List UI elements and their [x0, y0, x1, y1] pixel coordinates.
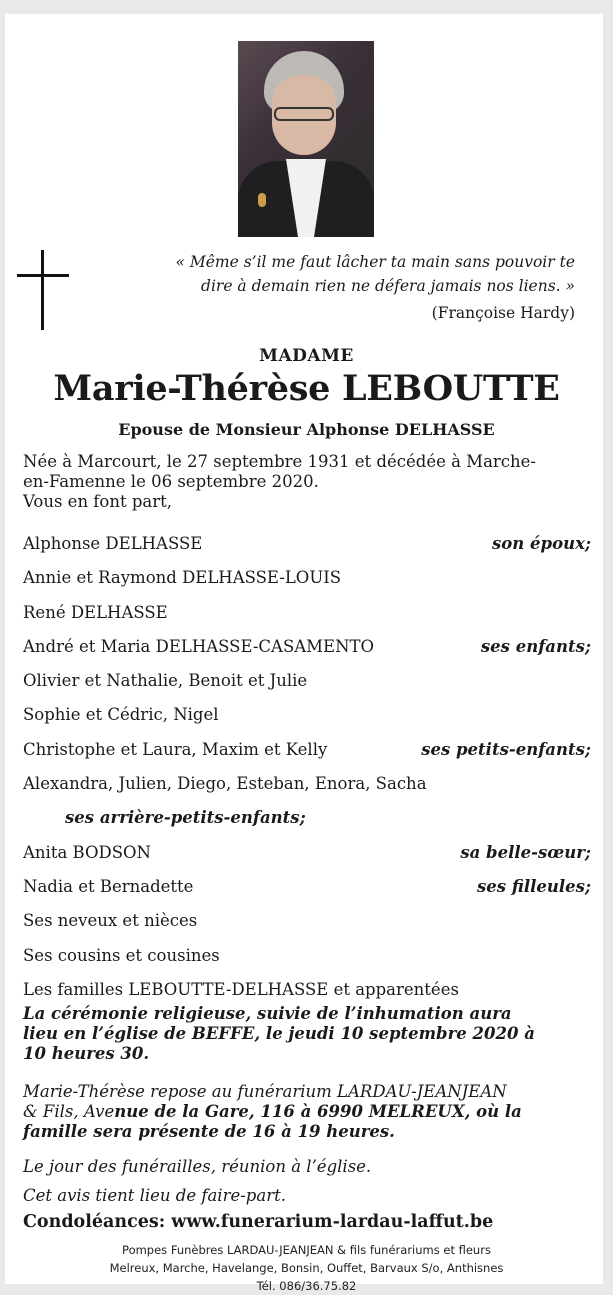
- family-name: Christophe et Laura, Maxim et Kelly: [23, 739, 328, 759]
- family-row: [23, 671, 591, 705]
- birth-death-text: [23, 452, 583, 512]
- family-name: Alphonse DELHASSE: [23, 534, 203, 553]
- family-list: [23, 534, 591, 1014]
- family-name: Ses neveux et nièces: [23, 911, 198, 931]
- text-line: [23, 1102, 578, 1122]
- family-relation: son époux;: [492, 534, 591, 553]
- text-line: en-Famenne le 06 septembre 2020.: [23, 472, 319, 491]
- family-row: [23, 568, 591, 602]
- text-line: Marie-Thérèse repose au funérarium LARDAU-JEANJEAN: [23, 1082, 507, 1101]
- family-relation: ses arrière-petits-enfants;: [65, 808, 306, 828]
- footer-phone: Tél. 086/36.75.82: [256, 1279, 357, 1293]
- family-name: Alexandra, Julien, Diego, Esteban, Enora, Sacha: [23, 774, 427, 794]
- portrait-photo: [238, 41, 374, 237]
- text-fragment: & Fils, Ave: [23, 1102, 115, 1121]
- spouse-line: Epouse de Monsieur Alphonse DELHASSE: [118, 420, 495, 439]
- notice-note: Cet avis tient lieu de faire-part.: [23, 1186, 286, 1205]
- family-row: [23, 637, 591, 671]
- family-row: [23, 843, 591, 877]
- text-line: [23, 1122, 578, 1142]
- text-line: 10 heures 30.: [23, 1044, 150, 1063]
- family-row: [23, 740, 591, 774]
- family-relation: sa belle-sœur;: [460, 842, 591, 862]
- ceremony-text: [23, 1004, 578, 1064]
- footer-line: Pompes Funèbres LARDAU-JEANJEAN & fils funérariums et fleurs: [122, 1243, 491, 1257]
- family-name: André et Maria DELHASSE-CASAMENTO: [23, 636, 375, 656]
- family-name: René DELHASSE: [23, 602, 168, 622]
- text-line: Vous en font part,: [23, 492, 173, 511]
- footer-line: Melreux, Marche, Havelange, Bonsin, Ouffet, Barvaux S/o, Anthisnes: [109, 1261, 504, 1275]
- family-row: [23, 946, 591, 980]
- family-name: Ses cousins et cousines: [23, 945, 220, 965]
- text-fragment: famille sera présente de 16 à 19 heures.: [23, 1122, 395, 1141]
- quote-line: dire à demain rien ne défera jamais nos liens. »: [201, 277, 575, 295]
- condolences-link[interactable]: Condoléances: www.funerarium-lardau-laffut.be: [23, 1212, 494, 1232]
- honorific: MADAME: [259, 346, 354, 366]
- family-row: [23, 911, 591, 945]
- family-name: Sophie et Cédric, Nigel: [23, 705, 219, 725]
- family-name: Anita BODSON: [23, 842, 151, 862]
- family-name: Annie et Raymond DELHASSE-LOUIS: [23, 568, 342, 588]
- family-row: [23, 603, 591, 637]
- family-relation: ses filleules;: [477, 876, 591, 896]
- family-row: [23, 808, 591, 842]
- cross-icon: [17, 250, 69, 330]
- family-row: [23, 705, 591, 739]
- family-relation: ses petits-enfants;: [421, 739, 591, 759]
- text-fragment: nue de la Gare, 116 à 6990 MELREUX, où la: [114, 1102, 522, 1121]
- obituary-card: [5, 14, 603, 1293]
- text-line: Née à Marcourt, le 27 septembre 1931 et décédée à Marche-: [23, 452, 536, 471]
- family-name: Nadia et Bernadette: [23, 876, 194, 896]
- family-row: [23, 877, 591, 911]
- family-relation: ses enfants;: [480, 636, 591, 656]
- repose-text: [23, 1082, 578, 1142]
- quote-author: (Françoise Hardy): [431, 304, 575, 322]
- deceased-name: Marie-Thérèse LEBOUTTE: [53, 368, 560, 409]
- text-line: La cérémonie religieuse, suivie de l’inhumation aura: [23, 1004, 512, 1023]
- family-name: Olivier et Nathalie, Benoit et Julie: [23, 671, 308, 691]
- funeral-note: Le jour des funérailles, réunion à l’église.: [23, 1157, 372, 1176]
- family-row: [23, 774, 591, 808]
- text-line: lieu en l’église de BEFFE, le jeudi 10 septembre 2020 à: [23, 1024, 535, 1043]
- quote-line: « Même s’il me faut lâcher ta main sans pouvoir te: [175, 253, 575, 271]
- family-row: [23, 534, 591, 568]
- family-name: Les familles LEBOUTTE-DELHASSE et apparentées: [23, 979, 459, 999]
- quote: [105, 250, 575, 298]
